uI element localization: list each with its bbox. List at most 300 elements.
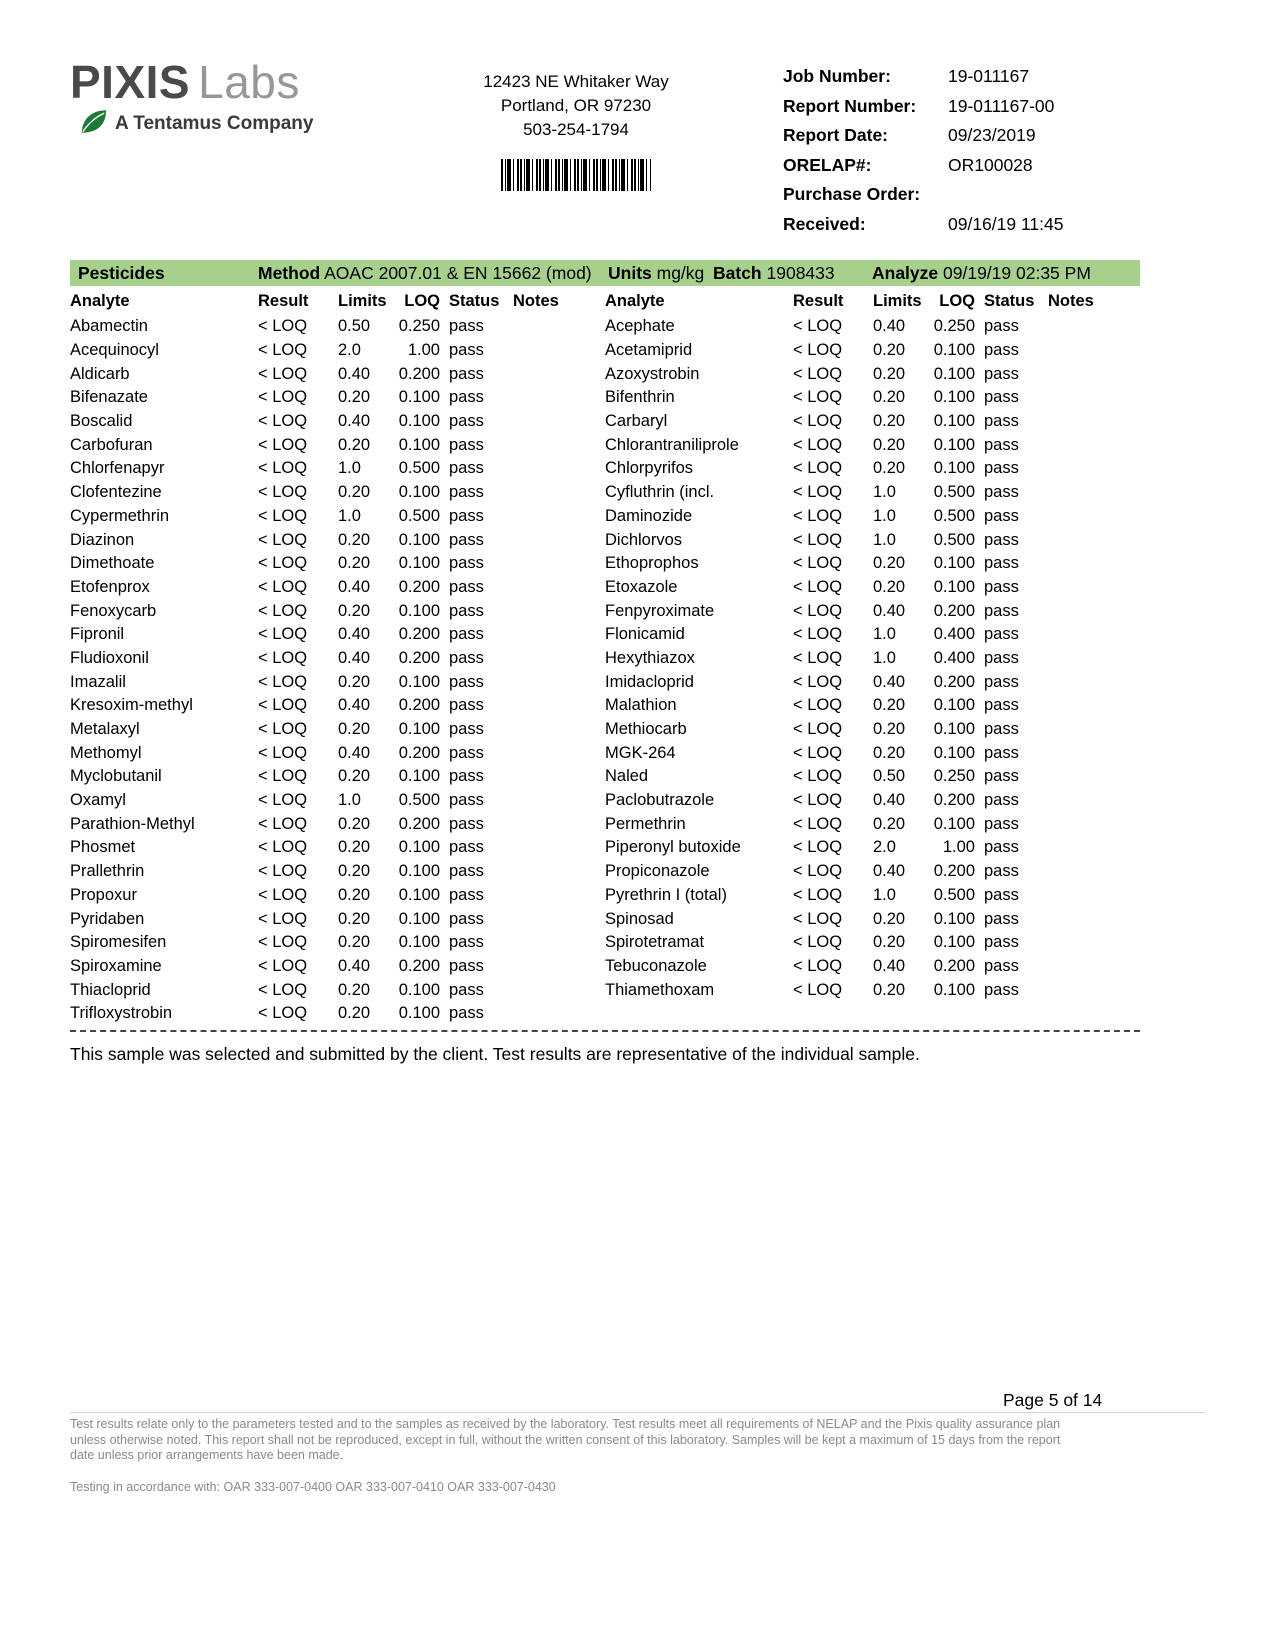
table-row (605, 789, 1140, 813)
header-limits: Limits (873, 292, 922, 310)
limits-cell: 2.0 (338, 341, 361, 360)
status-cell: pass (449, 767, 484, 786)
notes-cell (504, 836, 590, 860)
result-cell: < LOQ (258, 625, 308, 644)
notes-cell (504, 884, 590, 908)
status-cell: pass (449, 791, 484, 810)
analyte-cell: Boscalid (70, 412, 133, 431)
limits-cell: 0.20 (873, 364, 906, 383)
table-row (605, 528, 1140, 552)
notes-cell (1039, 694, 1140, 718)
notes-cell (504, 907, 590, 931)
table-row (605, 907, 1140, 931)
notes-cell (1039, 433, 1140, 457)
analyte-cell: Carbaryl (605, 412, 668, 431)
notes-cell (504, 812, 590, 836)
status-cell: pass (984, 909, 1019, 928)
limits-cell: 0.20 (873, 459, 906, 478)
notes-cell (504, 457, 590, 481)
method-label: Method (258, 263, 321, 283)
analyte-cell: Spirotetramat (605, 933, 705, 952)
analyte-cell: Myclobutanil (70, 767, 162, 786)
notes-cell (504, 718, 590, 742)
table-row (605, 741, 1140, 765)
limits-cell: 0.40 (873, 672, 906, 691)
limits-cell: 0.50 (338, 317, 371, 336)
result-cell: < LOQ (258, 506, 308, 525)
limits-cell: 0.40 (338, 956, 371, 975)
section-batch (713, 260, 835, 286)
analyte-cell: Daminozide (605, 506, 693, 525)
section-units (608, 260, 704, 286)
table-row (70, 907, 590, 931)
result-cell: < LOQ (793, 648, 843, 667)
notes-cell (1039, 576, 1140, 600)
table-row (70, 481, 590, 505)
analyte-cell: Piperonyl butoxide (605, 838, 741, 857)
header-limits: Limits (338, 292, 387, 310)
header-loq: LOQ (939, 292, 975, 310)
analyte-cell: Thiacloprid (70, 980, 151, 999)
status-cell: pass (449, 530, 484, 549)
status-cell: pass (449, 1004, 484, 1023)
loq-cell: 0.100 (398, 980, 440, 999)
analyte-cell: Metalaxyl (70, 720, 140, 739)
info-row-report-date (783, 125, 1063, 146)
loq-cell: 0.500 (933, 483, 975, 502)
header-result: Result (793, 292, 844, 310)
analyte-cell: Flonicamid (605, 625, 685, 644)
loq-cell: 0.500 (933, 530, 975, 549)
notes-cell (504, 623, 590, 647)
result-cell: < LOQ (793, 720, 843, 739)
result-cell: < LOQ (793, 838, 843, 857)
notes-cell (504, 433, 590, 457)
analyte-cell: Carbofuran (70, 435, 153, 454)
limits-cell: 0.20 (338, 838, 371, 857)
loq-cell: 0.200 (398, 648, 440, 667)
table-header-row (605, 288, 1140, 315)
analyte-cell: Diazinon (70, 530, 135, 549)
status-cell: pass (449, 577, 484, 596)
loq-cell: 0.500 (933, 885, 975, 904)
result-cell: < LOQ (258, 885, 308, 904)
status-cell: pass (449, 933, 484, 952)
result-cell: < LOQ (793, 980, 843, 999)
status-cell: pass (984, 317, 1019, 336)
logo-wordmark (70, 58, 313, 106)
status-cell: pass (984, 554, 1019, 573)
loq-cell: 0.100 (398, 909, 440, 928)
notes-cell (1039, 623, 1140, 647)
table-row (605, 836, 1140, 860)
analyte-cell: Spiroxamine (70, 956, 162, 975)
status-cell: pass (449, 483, 484, 502)
limits-cell: 1.0 (873, 885, 896, 904)
notes-cell (504, 339, 590, 363)
status-cell: pass (984, 720, 1019, 739)
analyte-cell: Propoxur (70, 885, 137, 904)
notes-cell (1039, 481, 1140, 505)
table-row (70, 694, 590, 718)
limits-cell: 0.20 (338, 980, 371, 999)
status-cell: pass (449, 625, 484, 644)
table-row (605, 647, 1140, 671)
status-cell: pass (984, 767, 1019, 786)
info-label: Report Date: (783, 125, 889, 145)
table-row (70, 812, 590, 836)
loq-cell: 0.100 (933, 388, 975, 407)
notes-cell (1039, 812, 1140, 836)
header-status: Status (449, 292, 500, 310)
notes-cell (1039, 907, 1140, 931)
status-cell: pass (984, 980, 1019, 999)
loq-cell: 0.200 (933, 601, 975, 620)
batch-value: 1908433 (766, 263, 835, 283)
result-cell: < LOQ (793, 483, 843, 502)
info-label: Purchase Order: (783, 184, 921, 204)
analyte-cell: Bifenazate (70, 388, 148, 407)
section-analyze (872, 260, 1091, 286)
loq-cell: 0.200 (933, 956, 975, 975)
table-row (605, 433, 1140, 457)
notes-cell (1039, 670, 1140, 694)
notes-cell (1039, 552, 1140, 576)
loq-cell: 0.100 (933, 459, 975, 478)
header-loq: LOQ (404, 292, 440, 310)
status-cell: pass (449, 554, 484, 573)
loq-cell: 0.200 (398, 577, 440, 596)
notes-cell (504, 1002, 590, 1026)
result-cell: < LOQ (258, 388, 308, 407)
table-row (70, 599, 590, 623)
status-cell: pass (449, 601, 484, 620)
result-cell: < LOQ (258, 483, 308, 502)
analyte-cell: Tebuconazole (605, 956, 707, 975)
notes-cell (1039, 741, 1140, 765)
limits-cell: 1.0 (873, 625, 896, 644)
notes-cell (504, 647, 590, 671)
notes-cell (504, 528, 590, 552)
limits-cell: 0.20 (873, 696, 906, 715)
limits-cell: 0.40 (873, 862, 906, 881)
info-value: OR100028 (948, 154, 1033, 175)
notes-cell (1039, 339, 1140, 363)
header-notes: Notes (1048, 292, 1094, 310)
limits-cell: 0.20 (338, 483, 371, 502)
table-row (70, 623, 590, 647)
analyte-cell: Chlorantraniliprole (605, 435, 739, 454)
loq-cell: 0.100 (933, 577, 975, 596)
limits-cell: 0.40 (873, 956, 906, 975)
limits-cell: 0.20 (873, 554, 906, 573)
address-line-1: 12423 NE Whitaker Way (483, 72, 669, 91)
limits-cell: 0.20 (338, 554, 371, 573)
table-row (70, 670, 590, 694)
barcode (501, 159, 651, 191)
result-cell: < LOQ (793, 696, 843, 715)
logo-labs-text: Labs (198, 56, 300, 108)
result-cell: < LOQ (258, 909, 308, 928)
table-row (70, 789, 590, 813)
analyte-cell: Fenpyroximate (605, 601, 715, 620)
info-label: ORELAP#: (783, 154, 872, 175)
notes-cell (504, 765, 590, 789)
footer-disclaimer: Test results relate only to the parameters tested and to the samples as received by the laboratory. Test results meet all requirements of NELAP and the Pixis quality assurance plan unless otherwise noted. This report shall not be reproduced, except in full, without the written consent of this laboratory. Samples will be kept a maximum of 15 days from the report date unless prior arrangements have been made. (70, 1417, 1061, 1462)
header-result: Result (258, 292, 309, 310)
status-cell: pass (449, 838, 484, 857)
status-cell: pass (984, 435, 1019, 454)
notes-cell (504, 481, 590, 505)
status-cell: pass (449, 459, 484, 478)
limits-cell: 0.20 (338, 885, 371, 904)
analyte-cell: Bifenthrin (605, 388, 675, 407)
table-row (605, 386, 1140, 410)
status-cell: pass (449, 506, 484, 525)
result-cell: < LOQ (793, 435, 843, 454)
result-cell: < LOQ (258, 838, 308, 857)
sample-note: This sample was selected and submitted by the client. Test results are representative of the individual sample. (70, 1044, 920, 1064)
header-status: Status (984, 292, 1035, 310)
status-cell: pass (449, 388, 484, 407)
loq-cell: 0.100 (398, 1004, 440, 1023)
table-row (605, 481, 1140, 505)
limits-cell: 0.20 (338, 767, 371, 786)
limits-cell: 1.0 (338, 506, 361, 525)
result-cell: < LOQ (793, 317, 843, 336)
results-table-right (605, 288, 1140, 1002)
notes-cell (1039, 386, 1140, 410)
result-cell: < LOQ (793, 672, 843, 691)
table-row (70, 410, 590, 434)
notes-cell (1039, 955, 1140, 979)
analyte-cell: Permethrin (605, 814, 686, 833)
notes-cell (1039, 647, 1140, 671)
analyte-cell: Acetamiprid (605, 341, 693, 360)
notes-cell (504, 694, 590, 718)
table-row (70, 860, 590, 884)
status-cell: pass (984, 388, 1019, 407)
analyte-cell: Spinosad (605, 909, 674, 928)
result-cell: < LOQ (258, 459, 308, 478)
notes-cell (504, 670, 590, 694)
loq-cell: 0.100 (398, 933, 440, 952)
status-cell: pass (984, 364, 1019, 383)
result-cell: < LOQ (258, 956, 308, 975)
result-cell: < LOQ (793, 909, 843, 928)
loq-cell: 0.100 (933, 909, 975, 928)
loq-cell: 0.400 (933, 625, 975, 644)
loq-cell: 0.250 (398, 317, 440, 336)
method-value: AOAC 2007.01 & EN 15662 (mod) (324, 263, 592, 283)
limits-cell: 0.20 (338, 601, 371, 620)
notes-cell (504, 931, 590, 955)
loq-cell: 1.00 (942, 838, 975, 857)
analyte-cell: Kresoxim-methyl (70, 696, 193, 715)
loq-cell: 0.100 (933, 435, 975, 454)
notes-cell (1039, 860, 1140, 884)
table-header-row (70, 288, 590, 315)
result-cell: < LOQ (793, 767, 843, 786)
notes-cell (1039, 931, 1140, 955)
analyte-cell: Chlorpyrifos (605, 459, 694, 478)
status-cell: pass (449, 672, 484, 691)
table-row (70, 339, 590, 363)
notes-cell (504, 505, 590, 529)
footer-divider (70, 1412, 1205, 1413)
status-cell: pass (449, 412, 484, 431)
analyte-cell: Trifloxystrobin (70, 1004, 173, 1023)
status-cell: pass (984, 648, 1019, 667)
notes-cell (1039, 457, 1140, 481)
analyte-cell: Pyridaben (70, 909, 145, 928)
loq-cell: 0.200 (398, 956, 440, 975)
loq-cell: 0.200 (933, 791, 975, 810)
result-cell: < LOQ (258, 1004, 308, 1023)
loq-cell: 0.100 (398, 601, 440, 620)
analyte-cell: Imidacloprid (605, 672, 694, 691)
result-cell: < LOQ (793, 577, 843, 596)
info-row-orelap (783, 155, 1063, 176)
units-value: mg/kg (656, 263, 705, 283)
loq-cell: 0.200 (398, 625, 440, 644)
result-cell: < LOQ (258, 933, 308, 952)
analyte-cell: Fipronil (70, 625, 125, 644)
loq-cell: 0.100 (933, 364, 975, 383)
notes-cell (504, 860, 590, 884)
table-row (605, 718, 1140, 742)
loq-cell: 0.100 (398, 388, 440, 407)
status-cell: pass (984, 341, 1019, 360)
limits-cell: 0.20 (873, 909, 906, 928)
result-cell: < LOQ (793, 530, 843, 549)
status-cell: pass (984, 530, 1019, 549)
limits-cell: 0.20 (873, 435, 906, 454)
result-cell: < LOQ (793, 625, 843, 644)
analyte-cell: Dichlorvos (605, 530, 683, 549)
status-cell: pass (984, 933, 1019, 952)
limits-cell: 1.0 (873, 483, 896, 502)
loq-cell: 0.100 (933, 696, 975, 715)
table-row (605, 812, 1140, 836)
notes-cell (1039, 978, 1140, 1002)
analyte-cell: Aldicarb (70, 364, 130, 383)
analyze-label: Analyze (872, 263, 939, 283)
result-cell: < LOQ (793, 506, 843, 525)
result-cell: < LOQ (258, 530, 308, 549)
limits-cell: 0.20 (338, 672, 371, 691)
limits-cell: 0.40 (338, 696, 371, 715)
notes-cell (504, 955, 590, 979)
header-analyte: Analyte (605, 292, 665, 310)
notes-cell (504, 552, 590, 576)
limits-cell: 2.0 (873, 838, 896, 857)
loq-cell: 1.00 (407, 341, 440, 360)
status-cell: pass (984, 956, 1019, 975)
notes-cell (504, 576, 590, 600)
notes-cell (504, 789, 590, 813)
table-row (70, 576, 590, 600)
units-label: Units (608, 263, 652, 283)
limits-cell: 0.40 (338, 625, 371, 644)
loq-cell: 0.200 (398, 743, 440, 762)
loq-cell: 0.500 (398, 506, 440, 525)
results-table-left (70, 288, 590, 1026)
analyte-cell: MGK-264 (605, 743, 676, 762)
loq-cell: 0.400 (933, 648, 975, 667)
result-cell: < LOQ (258, 791, 308, 810)
limits-cell: 0.20 (338, 1004, 371, 1023)
header-analyte: Analyte (70, 292, 130, 310)
limits-cell: 0.20 (873, 743, 906, 762)
result-cell: < LOQ (793, 341, 843, 360)
analyte-cell: Prallethrin (70, 862, 145, 881)
loq-cell: 0.100 (933, 341, 975, 360)
analyze-value: 09/19/19 02:35 PM (943, 263, 1091, 283)
analyte-cell: Azoxystrobin (605, 364, 700, 383)
loq-cell: 0.500 (933, 506, 975, 525)
status-cell: pass (984, 601, 1019, 620)
table-row (70, 884, 590, 908)
table-row (605, 457, 1140, 481)
limits-cell: 0.40 (338, 364, 371, 383)
loq-cell: 0.200 (398, 364, 440, 383)
analyte-cell: Paclobutrazole (605, 791, 715, 810)
analyte-cell: Abamectin (70, 317, 148, 336)
limits-cell: 0.40 (338, 577, 371, 596)
page-number: Page 5 of 14 (1003, 1390, 1103, 1410)
result-cell: < LOQ (258, 767, 308, 786)
batch-label: Batch (713, 263, 762, 283)
result-cell: < LOQ (258, 720, 308, 739)
loq-cell: 0.100 (398, 862, 440, 881)
status-cell: pass (984, 862, 1019, 881)
limits-cell: 1.0 (338, 791, 361, 810)
table-row (70, 1002, 590, 1026)
limits-cell: 0.20 (338, 435, 371, 454)
footer-accordance: Testing in accordance with: OAR 333-007-0400 OAR 333-007-0410 OAR 333-007-0430 (70, 1480, 556, 1494)
loq-cell: 0.100 (933, 814, 975, 833)
results-tables (70, 288, 1140, 1026)
status-cell: pass (984, 506, 1019, 525)
loq-cell: 0.250 (933, 767, 975, 786)
result-cell: < LOQ (793, 791, 843, 810)
analyte-cell: Cyfluthrin (incl. (605, 483, 715, 502)
analyte-cell: Oxamyl (70, 791, 126, 810)
table-row (70, 647, 590, 671)
result-cell: < LOQ (793, 885, 843, 904)
table-row (605, 670, 1140, 694)
table-row (70, 931, 590, 955)
analyte-cell: Methiocarb (605, 720, 687, 739)
table-row (605, 694, 1140, 718)
table-row (70, 978, 590, 1002)
table-row (605, 362, 1140, 386)
status-cell: pass (984, 412, 1019, 431)
notes-cell (504, 362, 590, 386)
result-cell: < LOQ (793, 364, 843, 383)
table-row (70, 528, 590, 552)
table-row (70, 836, 590, 860)
loq-cell: 0.500 (398, 459, 440, 478)
result-cell: < LOQ (793, 933, 843, 952)
result-cell: < LOQ (793, 554, 843, 573)
status-cell: pass (984, 743, 1019, 762)
table-row (605, 978, 1140, 1002)
limits-cell: 0.20 (338, 933, 371, 952)
status-cell: pass (449, 720, 484, 739)
table-row (70, 386, 590, 410)
